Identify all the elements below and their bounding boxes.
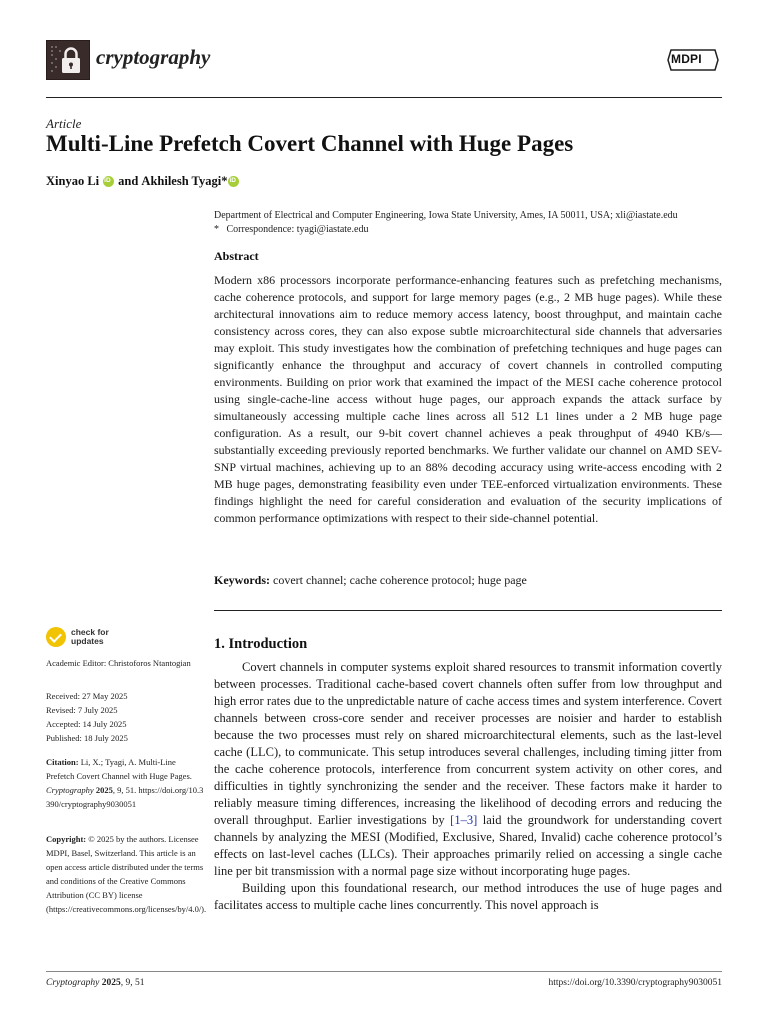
author-name[interactable]: Xinyao Li	[46, 174, 100, 188]
keywords-list: covert channel; cache coherence protocol; huge page	[273, 573, 527, 587]
author-joiner: and	[118, 174, 139, 188]
journal-name[interactable]: cryptography	[96, 45, 211, 69]
intro-text: Covert channels in computer systems exploit shared resources to transmit information covertly between processes. Traditional cache-based covert channels often suffer from low throughput and high error rates due to the unpredictable nature of cache access times and system interference. Covert channels between cross-core sender and receiver processes are noisier and harder to establish because the two processes must rely on shared microarchitectural elements, such as the last-level cache (LLC), to communicate. This setup introduces several challenges, including timing jitter from the cache coherence protocols, interference from concurrent system activity on other cores, and difficulties in tightly synchronizing the sender and the receiver. These factors make it harder to reliably measure timing differences, increasing the likelihood of decoding errors and reducing the overall throughput. Earlier investigations by	[214, 660, 722, 827]
footer-year: 2025	[101, 978, 121, 988]
check-for-updates-label	[71, 628, 109, 646]
orcid-icon[interactable]	[228, 176, 239, 187]
author-list	[46, 174, 243, 189]
citation-volume: , 9, 51.	[112, 785, 137, 795]
footer-volume: , 9, 51	[120, 978, 145, 988]
intro-text: laid the groundwork for understanding covert channels by analyzing the MESI (Modified, Exclusive, Shared, Invalid) cache coherence protocol’s effects on last-level caches (LLCs). Their approaches primarily relied on accessing a single cache line per bit transmission with a normal page size without incorporating huge pages.	[214, 813, 722, 878]
abstract-divider	[214, 610, 722, 611]
article-title: Multi-Line Prefetch Covert Channel with Huge Pages	[46, 131, 574, 156]
publisher-logo[interactable]	[667, 47, 719, 73]
citation-year: 2025	[95, 785, 113, 795]
affiliation-block	[214, 209, 678, 237]
keywords	[214, 573, 527, 588]
check-updates-line: check for	[71, 627, 109, 637]
checkmark-icon	[46, 627, 66, 647]
date-received: Received: 27 May 2025	[46, 691, 128, 701]
citation-label: Citation:	[46, 757, 79, 767]
citation-text: Li, X.; Tyagi, A. Multi-Line Prefetch Covert Channel with Huge Pages.	[46, 757, 192, 781]
article-type: Article	[46, 116, 82, 131]
copyright-label: Copyright:	[46, 834, 87, 844]
author-name[interactable]: Akhilesh Tyagi	[141, 174, 222, 188]
date-accepted: Accepted: 14 July 2025	[46, 719, 127, 729]
correspondence-marker: *	[214, 224, 219, 235]
keywords-label: Keywords:	[214, 573, 270, 587]
intro-paragraph: Building upon this foundational research, our method introduces the use of huge pages and facilitates access to multiple cache lines concurrently. This novel approach is	[214, 881, 722, 912]
footer-journal: Cryptography	[46, 978, 100, 988]
affiliation-text: Department of Electrical and Computer Engineering, Iowa State University, Ames, IA 50011, USA; xli@iastate.edu	[214, 210, 678, 221]
footer-citation	[46, 978, 144, 988]
copyright-block	[46, 832, 206, 916]
academic-editor: Academic Editor: Christoforos Ntantogian	[46, 658, 191, 668]
padlock-icon	[47, 41, 89, 79]
copyright-text: © 2025 by the authors. Licensee MDPI, Basel, Switzerland. This article is an open access article distributed under the terms and conditions of the Creative Commons Attribution (CC BY) license (https://creativecommons.org/licenses/by/4.0/).	[46, 834, 207, 914]
reference-link[interactable]: [1–3]	[450, 813, 478, 827]
citation-journal: Cryptography	[46, 785, 94, 795]
correspondence-email[interactable]: Correspondence: tyagi@iastate.edu	[226, 224, 369, 235]
section-heading: 1. Introduction	[214, 636, 308, 652]
check-updates-line: updates	[71, 636, 104, 646]
footer-doi-link[interactable]: https://doi.org/10.3390/cryptography9030051	[548, 978, 722, 988]
citation-doi-link[interactable]: https://doi.org/10.3390/cryptography9030051	[46, 785, 204, 809]
citation-block	[46, 755, 206, 811]
abstract-heading: Abstract	[214, 249, 259, 263]
intro-paragraph	[214, 659, 722, 880]
orcid-icon[interactable]	[103, 176, 114, 187]
abstract-text	[214, 272, 722, 527]
date-revised: Revised: 7 July 2025	[46, 705, 118, 715]
publisher-name: MDPI	[671, 52, 702, 66]
corresponding-marker: *	[221, 174, 228, 188]
introduction-text	[214, 659, 722, 914]
footer-divider	[46, 971, 722, 972]
abstract-paragraph: Modern x86 processors incorporate performance-enhancing features such as prefetching mechanisms, cache coherence protocols, and support for large memory pages (e.g., 2 MB huge pages). While these architectural innovations aim to reduce memory access latency, boost throughput, and maintain cache consistency across cores, they can also expose subtle microarchitectural side channels that adversaries may exploit. This study investigates how the combination of prefetching techniques and huge pages can significantly enhance the throughput and accuracy of covert channels in controlled computing environments. Building on prior work that examined the impact of the MESI cache coherence protocol using single-cache-line access without huge pages, our approach expands the attack surface by simultaneously accessing multiple cache lines across all 512 L1 lines under a 2 MB huge page configuration. As a result, our 9-bit covert channel achieves a peak throughput of 4940 KB/s—substantially exceeding previously reported benchmarks. We further validate our channel on AMD SEV-SNP virtual machines, achieving up to an 88% decoding accuracy using write-access encoding with 2 MB huge pages, demonstrating feasibility even under TEE-enforced virtualization environments. These findings highlight the need for careful consideration and evaluation of the security implications of common performance optimizations with respect to their side-channel potential.	[214, 273, 722, 525]
publication-dates	[46, 689, 206, 745]
header-divider	[46, 97, 722, 98]
check-for-updates-button[interactable]	[46, 627, 109, 647]
date-published: Published: 18 July 2025	[46, 733, 128, 743]
journal-logo[interactable]	[46, 40, 90, 80]
correspondence-line	[214, 223, 678, 237]
